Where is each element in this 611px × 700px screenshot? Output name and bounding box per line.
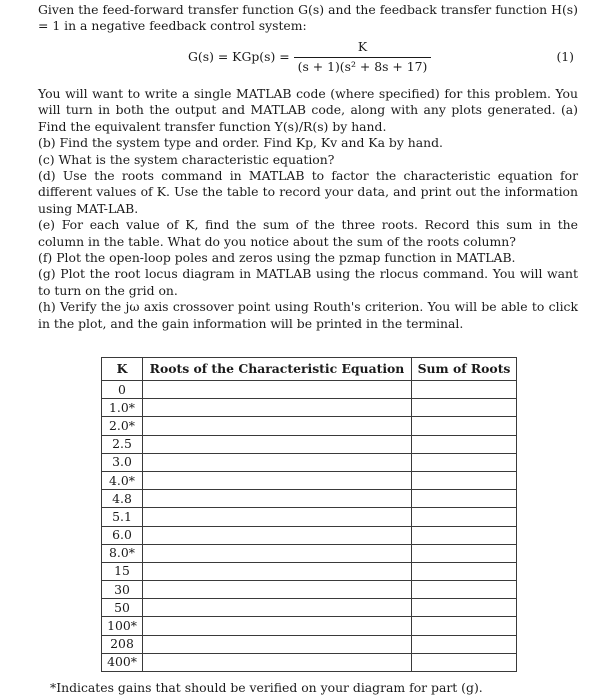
sum-cell[interactable] — [412, 653, 517, 671]
sum-cell[interactable] — [412, 635, 517, 653]
roots-cell[interactable] — [143, 526, 412, 544]
k-value-cell: 15 — [102, 562, 143, 580]
roots-cell[interactable] — [143, 453, 412, 471]
instruction-intro-a: You will want to write a single MATLAB code (where specified) for this problem. You will turn in both the output and MATLAB code, along with any plots generated. (a) Find the equivalent transfer function Y(s)/R(s) by hand. — [38, 86, 578, 134]
instruction-h: (h) Verify the jω axis crossover point using Routh's criterion. You will be able to click in the plot, and the gain information will be printed in the terminal. — [38, 299, 578, 331]
equation-numerator: K — [357, 39, 368, 55]
roots-cell[interactable] — [143, 490, 412, 508]
instruction-g: (g) Plot the root locus diagram in MATLAB using the rlocus command. You will want to turn on the grid on. — [38, 266, 578, 298]
sum-cell[interactable] — [412, 435, 517, 453]
sum-cell[interactable] — [412, 617, 517, 635]
table-row — [102, 435, 517, 453]
header-k: K — [102, 358, 143, 381]
k-value-cell: 0 — [102, 381, 143, 399]
roots-cell[interactable] — [143, 508, 412, 526]
roots-cell[interactable] — [143, 599, 412, 617]
equation-number: (1) — [556, 49, 574, 64]
roots-cell[interactable] — [143, 435, 412, 453]
table-row — [102, 599, 517, 617]
header-roots: Roots of the Characteristic Equation — [143, 358, 412, 381]
intro-paragraph: Given the feed-forward transfer function G(s) and the feedback transfer function H(s) = 1 in a negative feedback control system: — [38, 2, 578, 34]
sum-cell[interactable] — [412, 544, 517, 562]
sum-cell[interactable] — [412, 471, 517, 489]
sum-cell[interactable] — [412, 453, 517, 471]
equation-denominator: (s + 1)(s² + 8s + 17) — [294, 57, 432, 75]
table-body — [102, 381, 517, 672]
instruction-e: (e) For each value of K, find the sum of the three roots. Record this sum in the column in the table. What do you notice about the sum of the roots column? — [38, 217, 578, 249]
roots-cell[interactable] — [143, 581, 412, 599]
equation-body — [188, 37, 431, 77]
k-value-cell: 5.1 — [102, 508, 143, 526]
sum-cell[interactable] — [412, 490, 517, 508]
k-value-cell: 208 — [102, 635, 143, 653]
k-value-cell: 1.0* — [102, 399, 143, 417]
sum-cell[interactable] — [412, 417, 517, 435]
k-value-cell: 4.0* — [102, 471, 143, 489]
k-value-cell: 30 — [102, 581, 143, 599]
instruction-f: (f) Plot the open-loop poles and zeros using the pzmap function in MATLAB. — [38, 250, 516, 266]
k-value-cell: 3.0 — [102, 453, 143, 471]
roots-cell[interactable] — [143, 471, 412, 489]
roots-cell[interactable] — [143, 653, 412, 671]
k-value-cell: 2.0* — [102, 417, 143, 435]
k-value-cell: 2.5 — [102, 435, 143, 453]
table-row — [102, 635, 517, 653]
equation-1 — [38, 37, 578, 77]
header-sum: Sum of Roots — [412, 358, 517, 381]
roots-cell[interactable] — [143, 617, 412, 635]
sum-cell[interactable] — [412, 508, 517, 526]
instruction-b: (b) Find the system type and order. Find Kp, Kv and Ka by hand. — [38, 135, 443, 151]
table-row — [102, 544, 517, 562]
equation-fraction — [294, 39, 432, 75]
k-value-cell: 8.0* — [102, 544, 143, 562]
instruction-c: (c) What is the system characteristic equation? — [38, 151, 335, 167]
table-row — [102, 562, 517, 580]
k-value-cell: 4.8 — [102, 490, 143, 508]
table-row — [102, 581, 517, 599]
k-value-cell: 50 — [102, 599, 143, 617]
roots-cell[interactable] — [143, 562, 412, 580]
table-header-row — [102, 358, 517, 381]
equation-lhs: G(s) = KGp(s) = — [188, 48, 290, 64]
table-row — [102, 526, 517, 544]
table-row — [102, 508, 517, 526]
roots-cell[interactable] — [143, 399, 412, 417]
instruction-d: (d) Use the roots command in MATLAB to factor the characteristic equation for different values of K. Use the table to record your data, and print out the information using MAT-LAB. — [38, 168, 578, 216]
sum-cell[interactable] — [412, 562, 517, 580]
roots-cell[interactable] — [143, 417, 412, 435]
instructions — [38, 86, 578, 332]
table-row — [102, 453, 517, 471]
sum-cell[interactable] — [412, 526, 517, 544]
k-value-cell: 100* — [102, 617, 143, 635]
k-value-cell: 6.0 — [102, 526, 143, 544]
sum-cell[interactable] — [412, 581, 517, 599]
roots-cell[interactable] — [143, 544, 412, 562]
sum-cell[interactable] — [412, 599, 517, 617]
roots-cell[interactable] — [143, 381, 412, 399]
roots-table — [101, 357, 517, 672]
table-row — [102, 471, 517, 489]
footnote: *Indicates gains that should be verified on your diagram for part (g). — [50, 680, 483, 695]
table-row — [102, 399, 517, 417]
table-row — [102, 490, 517, 508]
table-row — [102, 653, 517, 671]
sum-cell[interactable] — [412, 399, 517, 417]
sum-cell[interactable] — [412, 381, 517, 399]
table-row — [102, 617, 517, 635]
k-value-cell: 400* — [102, 653, 143, 671]
roots-cell[interactable] — [143, 635, 412, 653]
table-row — [102, 381, 517, 399]
table-row — [102, 417, 517, 435]
